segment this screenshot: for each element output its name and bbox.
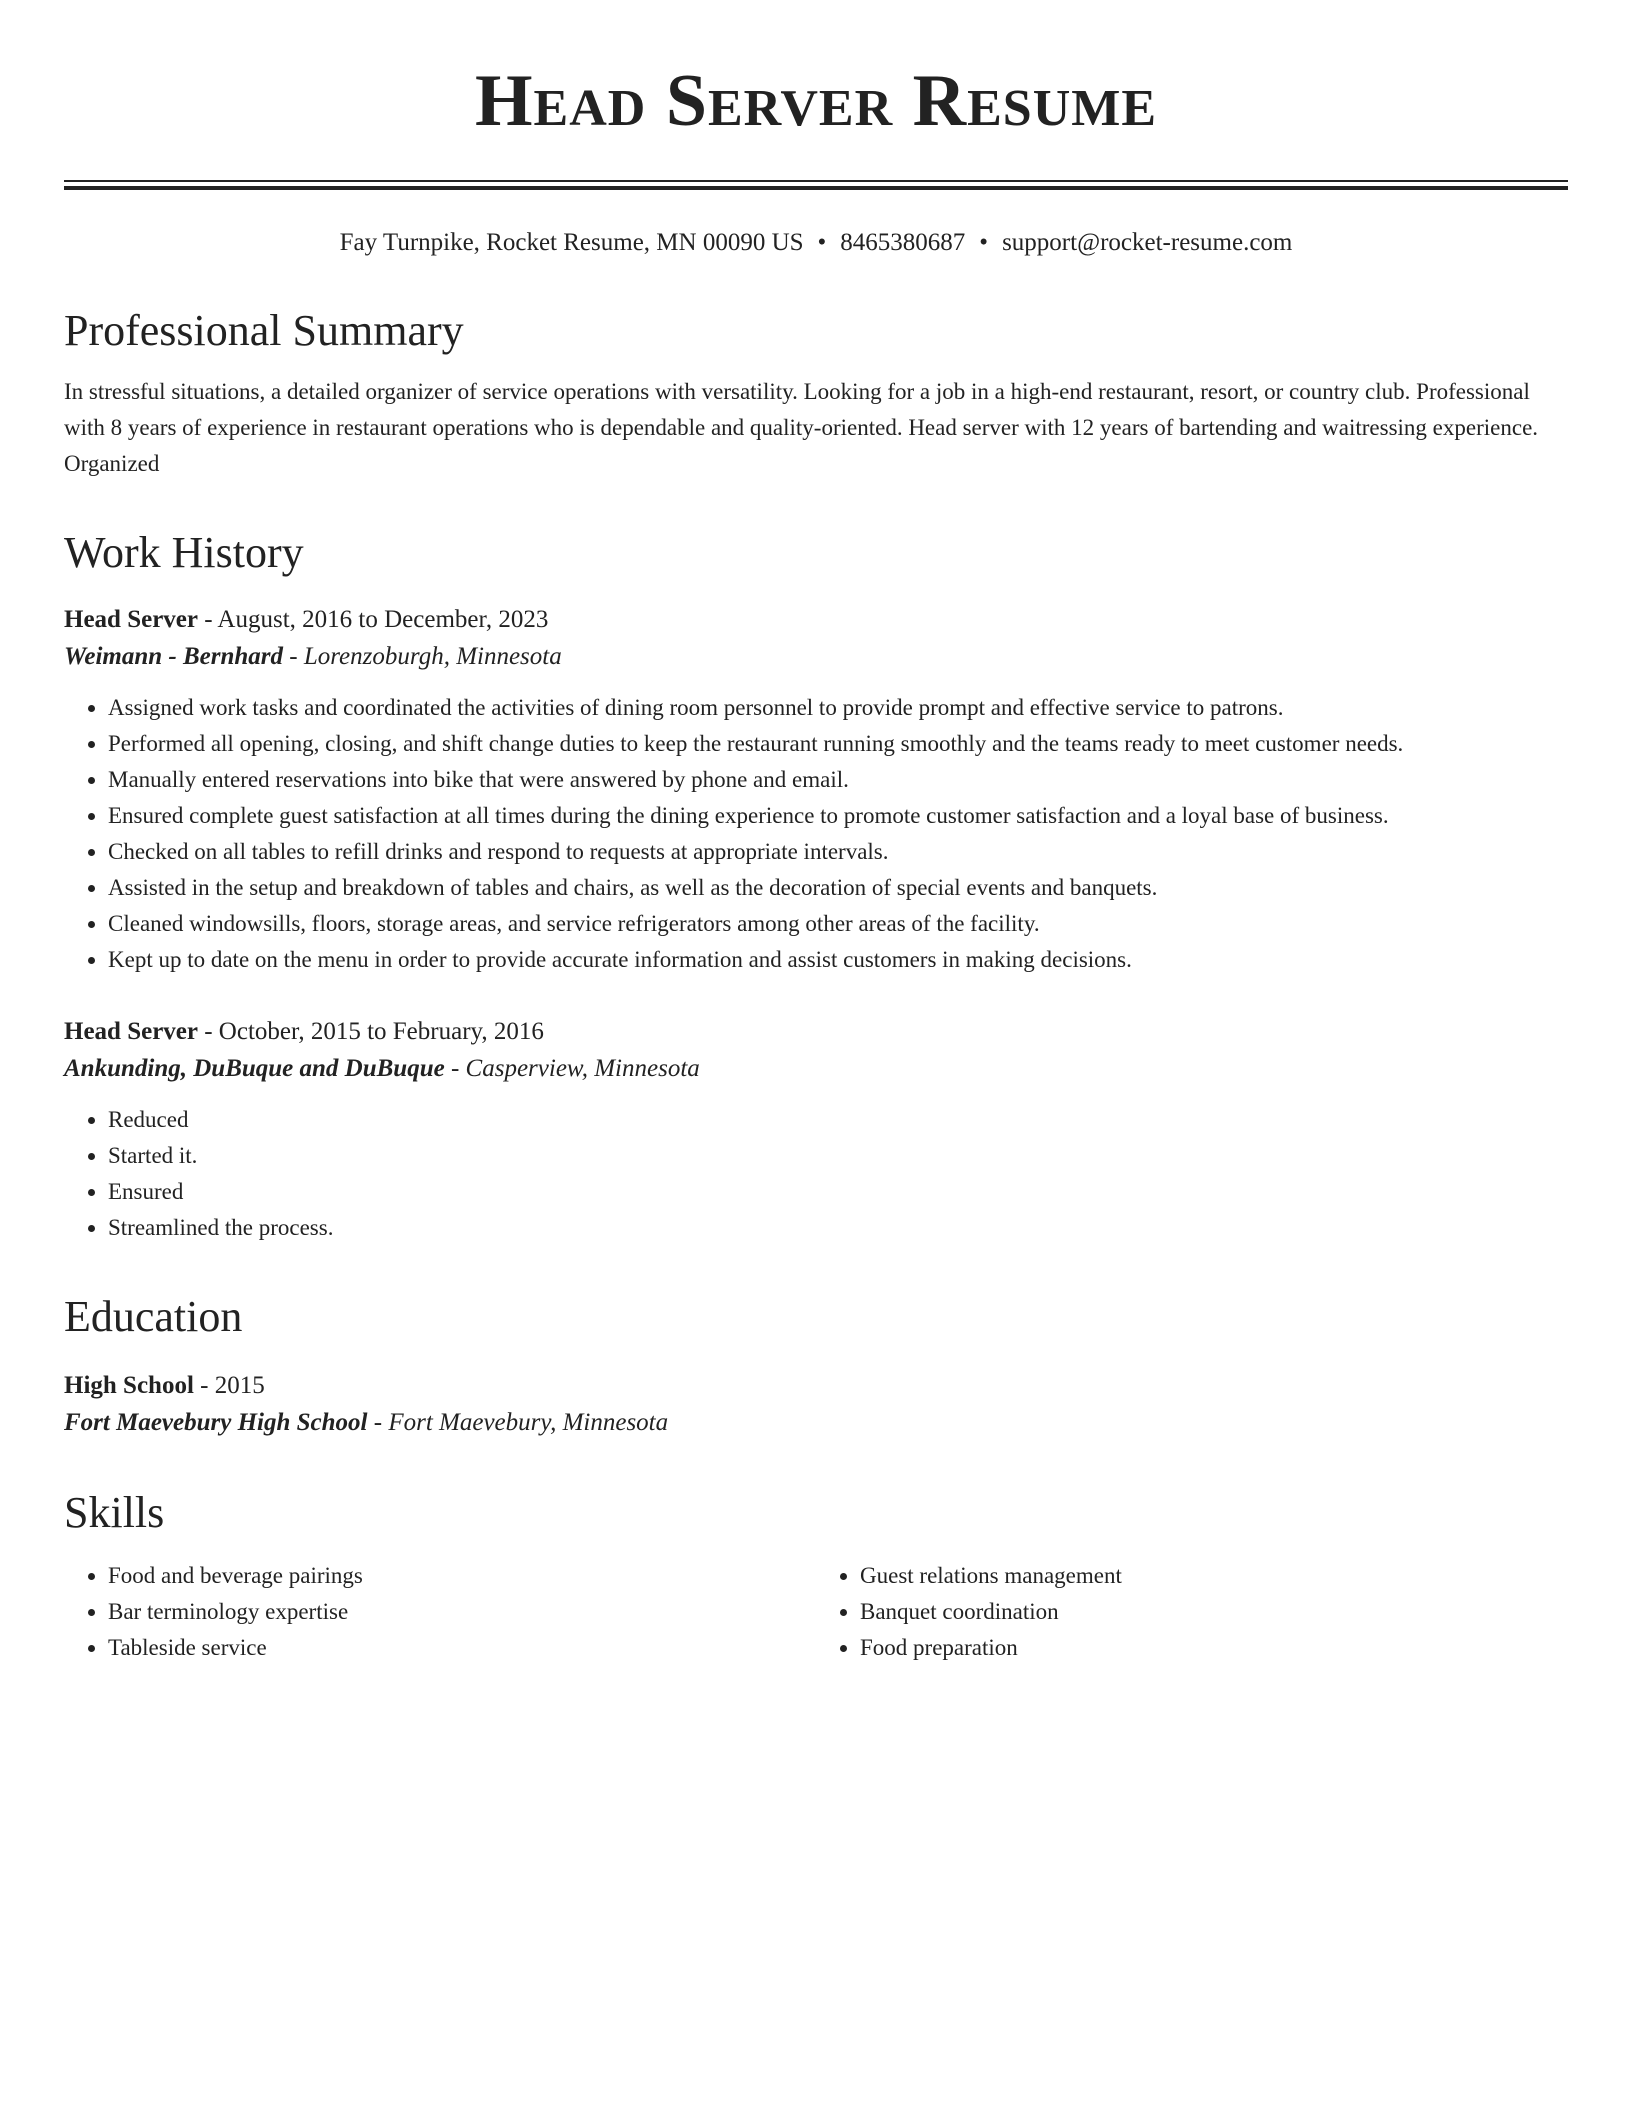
- job-employer: Ankunding, DuBuque and DuBuque: [64, 1055, 445, 1082]
- skill-item: • Bar terminology expertise: [108, 1594, 816, 1630]
- contact-separator: •: [817, 229, 827, 256]
- job-location: - Casperview, Minnesota: [444, 1055, 700, 1082]
- job-duties-list: [64, 1102, 1568, 1246]
- job-duty: • Assigned work tasks and coordinated the activities of dining room personnel to provide prompt and effective service to patrons.: [108, 690, 1568, 726]
- education-year: - 2015: [193, 1372, 265, 1399]
- skill-item: • Banquet coordination: [860, 1594, 1568, 1630]
- skill-item: • Food and beverage pairings: [108, 1558, 816, 1594]
- skills-grid: [64, 1558, 1568, 1666]
- job-duties-list: [64, 690, 1568, 978]
- contact-address: Fay Turnpike, Rocket Resume, MN 00090 US: [339, 229, 804, 256]
- skills-column-right: [816, 1558, 1568, 1666]
- job-duty: • Assisted in the setup and breakdown of tables and chairs, as well as the decoration of special events and banquets.: [108, 870, 1568, 906]
- job-duty: • Performed all opening, closing, and shift change duties to keep the restaurant running smoothly and the teams ready to meet customer needs.: [108, 726, 1568, 762]
- job-duty: • Checked on all tables to refill drinks and respond to requests at appropriate intervals.: [108, 834, 1568, 870]
- education-degree-line: [64, 1368, 1568, 1404]
- education-school-line: [64, 1404, 1568, 1442]
- job-employer: Weimann - Bernhard: [64, 643, 284, 670]
- job-duty: • Ensured complete guest satisfaction at all times during the dining experience to promote customer satisfaction and a loyal base of business.: [108, 798, 1568, 834]
- job-title-line: [64, 602, 1568, 638]
- skill-item: • Food preparation: [860, 1630, 1568, 1666]
- contact-separator: •: [979, 229, 989, 256]
- job-entry: [64, 602, 1568, 978]
- job-duty: • Manually entered reservations into bike that were answered by phone and email.: [108, 762, 1568, 798]
- job-title-line: [64, 1014, 1568, 1050]
- job-employer-line: [64, 638, 1568, 676]
- skills-column-left: [64, 1558, 816, 1666]
- contact-phone: 8465380687: [840, 229, 966, 256]
- job-duty: • Ensured: [108, 1174, 1568, 1210]
- contact-line: [64, 226, 1568, 260]
- job-duty: • Cleaned windowsills, floors, storage areas, and service refrigerators among other areas of the facility.: [108, 906, 1568, 942]
- job-employer-line: [64, 1050, 1568, 1088]
- contact-email: support@rocket-resume.com: [1002, 229, 1293, 256]
- job-title: Head Server: [64, 1018, 198, 1045]
- job-duty: • Streamlined the process.: [108, 1210, 1568, 1246]
- job-title: Head Server: [64, 606, 198, 633]
- education-degree: High School: [64, 1372, 194, 1399]
- job-duty: • Started it.: [108, 1138, 1568, 1174]
- education-location: - Fort Maevebury, Minnesota: [367, 1409, 669, 1436]
- title-divider: [64, 180, 1568, 190]
- skills-heading: Skills: [64, 1488, 165, 1537]
- summary-text: In stressful situations, a detailed organizer of service operations with versatility. Looking for a job in a high-end restaurant, resort, or country club. Professional with 8 years of experience in restaurant operations who is dependable and quality-oriented. Head server with 12 years of bartending and waitressing experience. Organized: [64, 379, 1539, 476]
- job-location: - Lorenzoburgh, Minnesota: [283, 643, 562, 670]
- job-dates: - August, 2016 to December, 2023: [197, 606, 549, 633]
- summary-heading: Professional Summary: [64, 306, 464, 355]
- skill-item: • Guest relations management: [860, 1558, 1568, 1594]
- skill-item: • Tableside service: [108, 1630, 816, 1666]
- job-duty: • Kept up to date on the menu in order to provide accurate information and assist customers in making decisions.: [108, 942, 1568, 978]
- education-entry: [64, 1368, 1568, 1442]
- work-history-heading: Work History: [64, 528, 304, 577]
- job-entry: [64, 1014, 1568, 1246]
- job-dates: - October, 2015 to February, 2016: [197, 1018, 544, 1045]
- job-duty: • Reduced: [108, 1102, 1568, 1138]
- education-school: Fort Maevebury High School: [64, 1409, 368, 1436]
- resume-title: Head Server Resume: [474, 60, 1158, 142]
- education-heading: Education: [64, 1292, 243, 1341]
